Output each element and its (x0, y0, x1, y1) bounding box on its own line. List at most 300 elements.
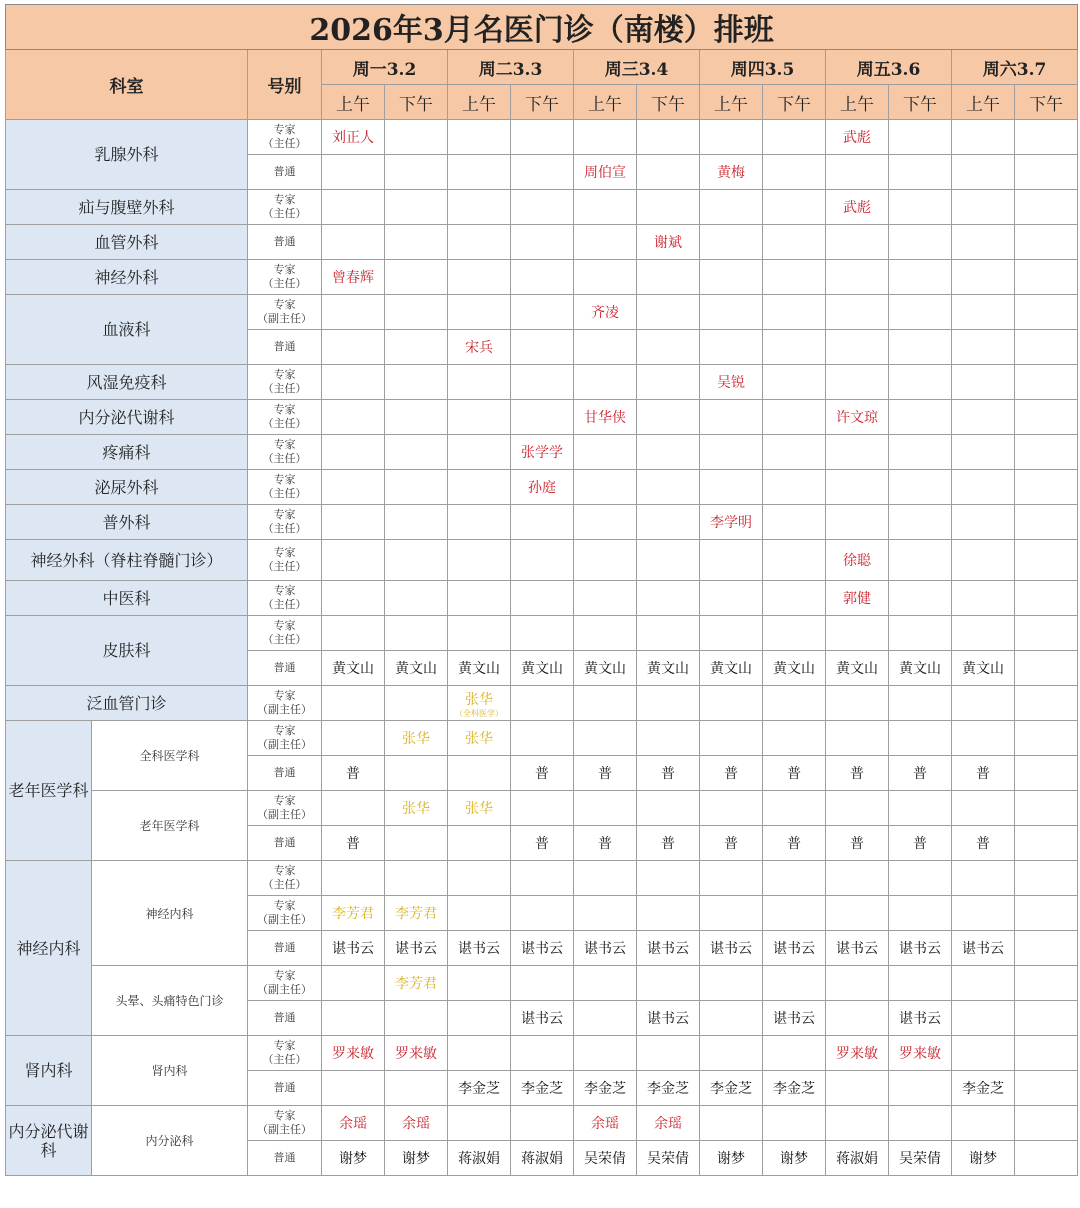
schedule-cell (448, 686, 511, 721)
number-type-line: 专家 (273, 864, 296, 877)
schedule-cell (763, 225, 826, 260)
schedule-cell (574, 1106, 637, 1141)
schedule-cell (952, 1071, 1015, 1106)
schedule-cell (322, 1141, 385, 1176)
number-type-line: （主任） (262, 1053, 307, 1066)
schedule-cell (511, 155, 574, 190)
number-type-line: 专家 (273, 368, 296, 381)
schedule-cell (574, 896, 637, 931)
doctor-name: 普 (661, 766, 675, 782)
dept-name: 泌尿外科 (6, 470, 248, 505)
schedule-cell (448, 505, 511, 540)
doctor-name: 张华 (465, 731, 493, 747)
schedule-cell (952, 721, 1015, 756)
schedule-cell (448, 1001, 511, 1036)
schedule-cell (511, 190, 574, 225)
schedule-cell (637, 260, 700, 295)
number-type (248, 365, 322, 400)
number-type (248, 155, 322, 190)
schedule-cell (1015, 190, 1078, 225)
doctor-name: 黄文山 (773, 661, 815, 677)
number-type-line: 普通 (273, 766, 296, 779)
schedule-cell (700, 155, 763, 190)
schedule-cell (1015, 120, 1078, 155)
schedule-cell (322, 966, 385, 1001)
schedule-cell (637, 1141, 700, 1176)
number-type-line: 专家 (273, 619, 296, 632)
schedule-table (5, 4, 1078, 1176)
number-type-line: （主任） (262, 878, 307, 891)
schedule-cell (1015, 931, 1078, 966)
schedule-cell (448, 190, 511, 225)
schedule-cell (1015, 225, 1078, 260)
schedule-cell (700, 120, 763, 155)
number-type-line: 专家 (273, 298, 296, 311)
number-type-line: 专家 (273, 689, 296, 702)
number-type-line: （副主任） (257, 312, 312, 325)
schedule-cell (952, 225, 1015, 260)
number-type (248, 1071, 322, 1106)
number-type (248, 1106, 322, 1141)
dept-name: 疝与腹壁外科 (6, 190, 248, 225)
doctor-name: 武彪 (843, 130, 871, 146)
schedule-cell (637, 581, 700, 616)
doctor-name: 黄文山 (521, 661, 563, 677)
schedule-cell (448, 756, 511, 791)
number-type (248, 931, 322, 966)
schedule-cell (700, 330, 763, 365)
schedule-cell (1015, 400, 1078, 435)
dept-name: 神经外科 (6, 260, 248, 295)
schedule-cell (763, 470, 826, 505)
am-header: 上午 (322, 85, 385, 120)
schedule-cell (1015, 616, 1078, 651)
schedule-cell (574, 435, 637, 470)
schedule-cell (889, 826, 952, 861)
schedule-cell (574, 400, 637, 435)
doctor-name: 李金芝 (458, 1081, 500, 1097)
doctor-name: 普 (724, 836, 738, 852)
pm-header: 下午 (637, 85, 700, 120)
schedule-cell (637, 756, 700, 791)
day-header: 周五3.6 (826, 50, 952, 85)
number-type-line: （副主任） (257, 808, 312, 821)
schedule-cell (1015, 896, 1078, 931)
schedule-cell (952, 616, 1015, 651)
schedule-cell (385, 721, 448, 756)
number-type (248, 400, 322, 435)
schedule-cell (952, 686, 1015, 721)
sub-dept: 老年医学科 (92, 791, 248, 861)
number-type-line: 专家 (273, 438, 296, 451)
schedule-cell (952, 861, 1015, 896)
doctor-name: 普 (346, 766, 360, 782)
schedule-cell (763, 931, 826, 966)
doctor-name: 张华 (402, 731, 430, 747)
schedule-cell (322, 581, 385, 616)
table-row (6, 400, 1078, 435)
doctor-name: 吴荣倩 (647, 1151, 689, 1167)
schedule-cell (700, 651, 763, 686)
number-type (248, 330, 322, 365)
schedule-cell (826, 1001, 889, 1036)
schedule-cell (511, 1036, 574, 1071)
number-type (248, 861, 322, 896)
schedule-cell (952, 400, 1015, 435)
dept-name: 皮肤科 (6, 616, 248, 686)
schedule-cell (511, 686, 574, 721)
schedule-cell (1015, 826, 1078, 861)
sub-dept: 内分泌科 (92, 1106, 248, 1176)
doctor-name: 罗来敏 (899, 1046, 941, 1062)
doctor-name: 普 (976, 766, 990, 782)
number-type-line: （副主任） (257, 703, 312, 716)
schedule-cell (511, 651, 574, 686)
schedule-cell (511, 260, 574, 295)
schedule-cell (763, 896, 826, 931)
number-type-line: 普通 (273, 235, 296, 248)
schedule-cell (1015, 155, 1078, 190)
schedule-cell (322, 651, 385, 686)
am-header: 上午 (574, 85, 637, 120)
schedule-cell (700, 365, 763, 400)
schedule-cell (952, 756, 1015, 791)
number-type (248, 1036, 322, 1071)
schedule-cell (637, 540, 700, 581)
schedule-cell (952, 896, 1015, 931)
schedule-cell (952, 435, 1015, 470)
doctor-name: 罗来敏 (332, 1046, 374, 1062)
schedule-cell (322, 400, 385, 435)
schedule-cell (826, 225, 889, 260)
number-type-line: 专家 (273, 794, 296, 807)
schedule-cell (511, 861, 574, 896)
schedule-cell (700, 861, 763, 896)
doctor-name: 普 (850, 766, 864, 782)
sub-dept: 肾内科 (92, 1036, 248, 1106)
doctor-name: 黄文山 (458, 661, 500, 677)
doctor-name: 谢梦 (402, 1151, 430, 1167)
schedule-cell (952, 826, 1015, 861)
doctor-name: 谌书云 (647, 941, 689, 957)
schedule-cell (637, 616, 700, 651)
number-type (248, 540, 322, 581)
doctor-name: 罗来敏 (836, 1046, 878, 1062)
number-type (248, 966, 322, 1001)
schedule-cell (826, 896, 889, 931)
schedule-cell (763, 120, 826, 155)
doctor-name: 谌书云 (962, 941, 1004, 957)
schedule-cell (826, 686, 889, 721)
schedule-cell (448, 931, 511, 966)
number-type-line: 专家 (273, 899, 296, 912)
schedule-cell (889, 435, 952, 470)
doctor-name: 余瑶 (654, 1116, 682, 1132)
schedule-cell (448, 330, 511, 365)
schedule-cell (952, 1001, 1015, 1036)
schedule-cell (385, 651, 448, 686)
pm-header: 下午 (385, 85, 448, 120)
doctor-name: 黄文山 (395, 661, 437, 677)
doctor-name: 孙庭 (528, 480, 556, 496)
schedule-cell (574, 260, 637, 295)
schedule-cell (637, 505, 700, 540)
schedule-cell (385, 365, 448, 400)
schedule-cell (448, 400, 511, 435)
schedule-cell (574, 966, 637, 1001)
schedule-cell (511, 330, 574, 365)
dept-header: 科室 (6, 50, 248, 120)
doctor-name: 黄文山 (584, 661, 626, 677)
schedule-cell (1015, 295, 1078, 330)
schedule-cell (763, 295, 826, 330)
schedule-cell (511, 966, 574, 1001)
schedule-cell (385, 1036, 448, 1071)
schedule-cell (952, 1036, 1015, 1071)
number-type-line: （主任） (262, 137, 307, 150)
schedule-cell (763, 505, 826, 540)
schedule-cell (637, 1106, 700, 1141)
schedule-cell (322, 190, 385, 225)
schedule-cell (1015, 721, 1078, 756)
schedule-cell (448, 966, 511, 1001)
schedule-cell (763, 581, 826, 616)
am-header: 上午 (448, 85, 511, 120)
doctor-name: 谢梦 (717, 1151, 745, 1167)
schedule-cell (826, 365, 889, 400)
schedule-cell (574, 721, 637, 756)
schedule-cell (637, 651, 700, 686)
schedule-cell (385, 540, 448, 581)
schedule-cell (574, 651, 637, 686)
schedule-cell (952, 330, 1015, 365)
schedule-cell (700, 260, 763, 295)
schedule-cell (763, 1071, 826, 1106)
schedule-cell (889, 686, 952, 721)
number-type (248, 826, 322, 861)
number-type (248, 581, 322, 616)
schedule-cell (385, 861, 448, 896)
schedule-cell (763, 1141, 826, 1176)
number-type (248, 721, 322, 756)
schedule-cell (763, 651, 826, 686)
schedule-cell (1015, 686, 1078, 721)
sub-dept: 神经内科 (92, 861, 248, 966)
schedule-cell (889, 756, 952, 791)
schedule-cell (1015, 1001, 1078, 1036)
doctor-name: 普 (913, 766, 927, 782)
schedule-cell (511, 721, 574, 756)
schedule-cell (826, 190, 889, 225)
schedule-cell (322, 225, 385, 260)
schedule-cell (385, 1071, 448, 1106)
doctor-name: 李金芝 (521, 1081, 563, 1097)
schedule-cell (574, 190, 637, 225)
doctor-name: 谌书云 (710, 941, 752, 957)
schedule-cell (385, 155, 448, 190)
schedule-cell (448, 365, 511, 400)
schedule-cell (826, 120, 889, 155)
table-row (6, 120, 1078, 155)
schedule-cell (637, 1071, 700, 1106)
doctor-name: 谌书云 (836, 941, 878, 957)
doctor-name: 谌书云 (773, 941, 815, 957)
schedule-cell (889, 721, 952, 756)
day-header: 周一3.2 (322, 50, 448, 85)
schedule-cell (511, 616, 574, 651)
table-row (6, 1106, 1078, 1141)
schedule-cell (511, 1106, 574, 1141)
schedule-cell (385, 1106, 448, 1141)
schedule-cell (1015, 791, 1078, 826)
schedule-cell (448, 616, 511, 651)
schedule-cell (385, 190, 448, 225)
doctor-name: 李金芝 (647, 1081, 689, 1097)
number-type-line: 普通 (273, 941, 296, 954)
number-type (248, 616, 322, 651)
schedule-cell (637, 721, 700, 756)
am-header: 上午 (700, 85, 763, 120)
schedule-cell (574, 470, 637, 505)
schedule-cell (574, 155, 637, 190)
table-row (6, 791, 1078, 826)
number-type (248, 470, 322, 505)
pm-header: 下午 (1015, 85, 1078, 120)
schedule-cell (511, 225, 574, 260)
schedule-cell (763, 966, 826, 1001)
schedule-cell (889, 616, 952, 651)
schedule-cell (700, 470, 763, 505)
schedule-cell (952, 295, 1015, 330)
schedule-cell (385, 826, 448, 861)
schedule-cell (952, 791, 1015, 826)
table-row (6, 365, 1078, 400)
schedule-cell (1015, 1071, 1078, 1106)
schedule-cell (826, 861, 889, 896)
schedule-cell (322, 1071, 385, 1106)
schedule-cell (511, 826, 574, 861)
pm-header: 下午 (889, 85, 952, 120)
table-row (6, 225, 1078, 260)
doctor-name: 普 (598, 766, 612, 782)
schedule-cell (385, 686, 448, 721)
doctor-name: 武彪 (843, 200, 871, 216)
schedule-cell (952, 966, 1015, 1001)
schedule-cell (826, 721, 889, 756)
schedule-cell (322, 540, 385, 581)
schedule-cell (889, 190, 952, 225)
dept-group: 神经内科 (6, 861, 92, 1036)
schedule-cell (637, 931, 700, 966)
number-type-line: （主任） (262, 598, 307, 611)
schedule-cell (385, 931, 448, 966)
schedule-cell (637, 330, 700, 365)
schedule-cell (511, 791, 574, 826)
schedule-cell (1015, 651, 1078, 686)
schedule-cell (448, 1106, 511, 1141)
doctor-name: 谢梦 (339, 1151, 367, 1167)
schedule-cell (574, 225, 637, 260)
schedule-cell (1015, 581, 1078, 616)
schedule-cell (889, 651, 952, 686)
doctor-name: 宋兵 (465, 340, 493, 356)
schedule-cell (511, 1141, 574, 1176)
schedule-cell (322, 435, 385, 470)
number-type-line: （副主任） (257, 1123, 312, 1136)
schedule-cell (448, 295, 511, 330)
doctor-name: 谌书云 (395, 941, 437, 957)
schedule-cell (889, 295, 952, 330)
schedule-cell (763, 1001, 826, 1036)
schedule-cell (448, 260, 511, 295)
schedule-cell (763, 540, 826, 581)
schedule-cell (637, 155, 700, 190)
number-type-line: 专家 (273, 1039, 296, 1052)
schedule-cell (322, 721, 385, 756)
schedule-cell (637, 435, 700, 470)
schedule-cell (826, 931, 889, 966)
doctor-name: 谌书云 (647, 1011, 689, 1027)
doctor-name: 谢梦 (780, 1151, 808, 1167)
schedule-cell (574, 826, 637, 861)
table-row (6, 1036, 1078, 1071)
schedule-cell (1015, 1141, 1078, 1176)
schedule-cell (574, 686, 637, 721)
doctor-name: 徐聪 (843, 553, 871, 569)
number-type-line: 专家 (273, 1109, 296, 1122)
sub-dept: 头晕、头痛特色门诊 (92, 966, 248, 1036)
number-type-line: （主任） (262, 382, 307, 395)
schedule-cell (448, 435, 511, 470)
schedule-cell (385, 896, 448, 931)
schedule-cell (385, 120, 448, 155)
number-type (248, 120, 322, 155)
schedule-cell (1015, 540, 1078, 581)
schedule-cell (511, 540, 574, 581)
schedule-cell (700, 721, 763, 756)
schedule-cell (826, 1071, 889, 1106)
schedule-cell (322, 826, 385, 861)
schedule-cell (826, 400, 889, 435)
schedule-cell (826, 651, 889, 686)
schedule-cell (826, 435, 889, 470)
doctor-name: 普 (598, 836, 612, 852)
number-type-line: 专家 (273, 193, 296, 206)
schedule-cell (889, 896, 952, 931)
schedule-cell (889, 1001, 952, 1036)
doctor-name: 吴荣倩 (584, 1151, 626, 1167)
schedule-cell (637, 225, 700, 260)
doctor-name: 普 (787, 766, 801, 782)
table-row (6, 540, 1078, 581)
schedule-cell (1015, 470, 1078, 505)
schedule-cell (763, 400, 826, 435)
schedule-cell (448, 120, 511, 155)
doctor-name: 谢斌 (654, 235, 682, 251)
schedule-cell (700, 931, 763, 966)
table-row (6, 295, 1078, 330)
schedule-cell (511, 1001, 574, 1036)
schedule-cell (763, 190, 826, 225)
schedule-cell (637, 896, 700, 931)
table-row (6, 190, 1078, 225)
schedule-cell (322, 1001, 385, 1036)
schedule-cell (1015, 756, 1078, 791)
schedule-cell (952, 651, 1015, 686)
schedule-cell (511, 896, 574, 931)
table-row (6, 435, 1078, 470)
schedule-cell (700, 686, 763, 721)
